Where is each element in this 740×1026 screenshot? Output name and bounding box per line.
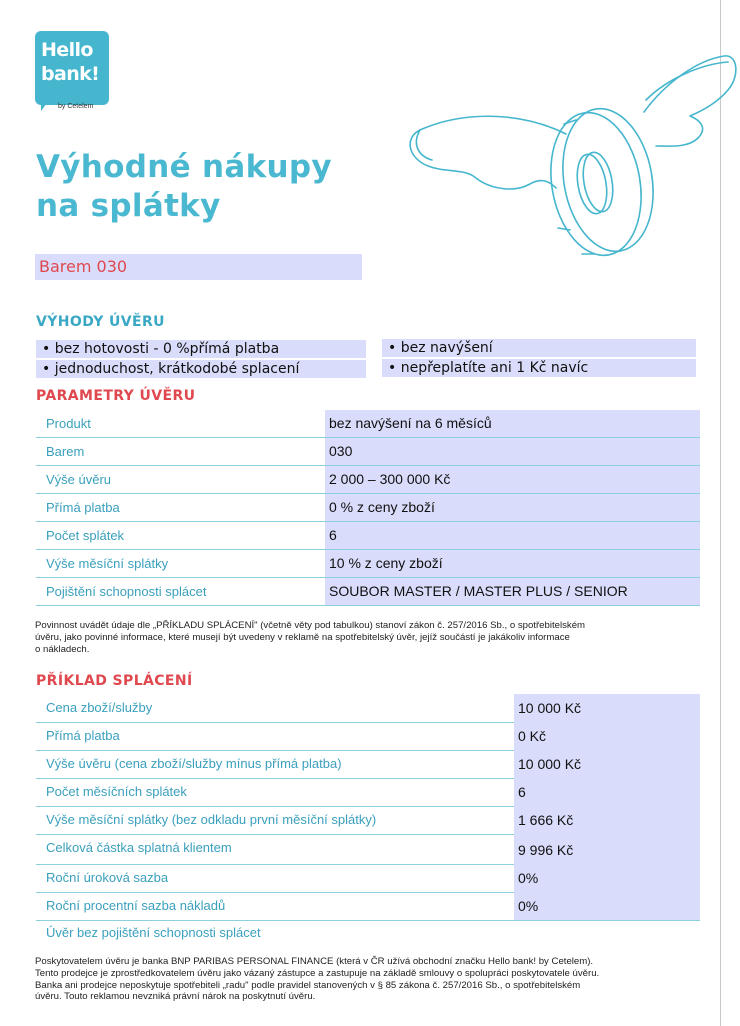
row-value: 10 000 Kč xyxy=(514,694,700,722)
notice-line: Poskytovatelem úvěru je banka BNP PARIBAS PERSONAL FINANCE (která v ČR užívá obchodní značku Hello bank! by Cetelem). xyxy=(35,956,594,967)
row-label: Přímá platba xyxy=(46,728,120,743)
row-value: 0 Kč xyxy=(514,722,700,750)
table-row xyxy=(36,864,700,893)
row-value: 9 996 Kč xyxy=(514,834,700,864)
benefits-section-title: VÝHODY ÚVĚRU xyxy=(36,314,165,330)
table-row xyxy=(36,578,700,606)
row-label: Pojištění schopnosti splácet xyxy=(46,584,207,599)
row-value: 10 000 Kč xyxy=(514,750,700,778)
row-value: 1 666 Kč xyxy=(514,806,700,834)
logo-line-2: bank! xyxy=(41,63,100,85)
row-label: Celková částka splatná klientem xyxy=(46,840,232,855)
benefit-item: • bez hotovosti - 0 %přímá platba xyxy=(36,340,366,358)
row-value: 0% xyxy=(514,892,700,920)
row-label: Počet měsíčních splátek xyxy=(46,784,187,799)
table-row xyxy=(36,750,700,779)
row-value: 030 xyxy=(325,438,700,465)
row-label: Produkt xyxy=(46,416,91,431)
table-row xyxy=(36,438,700,466)
row-label: Přímá platba xyxy=(46,500,120,515)
parameters-section-title: PARAMETRY ÚVĚRU xyxy=(36,388,196,404)
notice-line: Banka ani prodejce neposkytuje spotřebiteli „radu" podle pravidel stanovených v § 85 zákona č. 257/2016 Sb., o spotřebitelském xyxy=(35,979,581,991)
table-row xyxy=(36,722,700,751)
headline-line-1: Výhodné nákupy xyxy=(36,149,332,185)
table-row xyxy=(36,806,700,835)
page-headline xyxy=(36,148,332,226)
table-row xyxy=(36,920,700,946)
row-label: Roční procentní sazba nákladů xyxy=(46,898,226,913)
row-value: SOUBOR MASTER / MASTER PLUS / SENIOR xyxy=(325,578,700,605)
notice-line: o nákladech. xyxy=(35,643,90,655)
table-row xyxy=(36,694,700,723)
row-value: 2 000 – 300 000 Kč xyxy=(325,466,700,493)
row-label: Výše měsíční splátky (bez odkladu první měsíční splátky) xyxy=(46,812,377,827)
row-label: Cena zboží/služby xyxy=(46,700,153,715)
row-value: 0 % z ceny zboží xyxy=(325,494,700,521)
row-label: Roční úroková sazba xyxy=(46,870,169,885)
notice-line: Tento prodejce je zprostředkovatelem úvěru jako vázaný zástupce a zastupuje na základě smlouvy o spolupráci poskytovatele úvěru. xyxy=(35,967,600,979)
notice-line: úvěru. Touto reklamou nevzniká právní nárok na poskytnutí úvěru. xyxy=(35,991,316,1003)
legal-notice-provider xyxy=(35,956,599,1003)
benefit-item: • nepřeplatíte ani 1 Kč navíc xyxy=(382,359,696,377)
table-row xyxy=(36,892,700,921)
table-row xyxy=(36,550,700,578)
row-label: Výše úvěru (cena zboží/služby mínus přímá platba) xyxy=(46,756,342,771)
row-label: Výše úvěru xyxy=(46,472,112,487)
row-value: 6 xyxy=(325,522,700,549)
row-value: 10 % z ceny zboží xyxy=(325,550,700,577)
row-value: 0% xyxy=(514,864,700,892)
winged-zero-illustration xyxy=(398,52,738,272)
row-label: Úvěr bez pojištění schopnosti splácet xyxy=(46,925,261,940)
legal-notice-example xyxy=(35,620,585,655)
table-row xyxy=(36,778,700,807)
row-value: bez navýšení na 6 měsíců xyxy=(325,410,700,437)
notice-line: Povinnost uvádět údaje dle „PŘÍKLADU SPLÁCENÍ" (včetně věty pod tabulkou) stanoví zákon č. 257/2016 Sb., o spotřebitelském xyxy=(35,620,586,631)
barem-label-box: Barem 030 xyxy=(35,254,362,280)
table-row xyxy=(36,494,700,522)
benefit-item: • jednoduchost, krátkodobé splacení xyxy=(36,360,366,378)
hello-bank-logo xyxy=(35,31,109,105)
row-label: Barem xyxy=(46,444,85,459)
row-label: Počet splátek xyxy=(46,528,125,543)
benefit-item: • bez navýšení xyxy=(382,339,696,357)
logo-line-1: Hello xyxy=(41,39,93,61)
notice-line: úvěru, jako povinné informace, které musejí být uvedeny v reklamě na spotřebitelský úvěr, jejíž součástí je jakákoliv informace xyxy=(35,631,570,643)
headline-line-2: na splátky xyxy=(36,187,221,224)
row-label: Výše měsíční splátky xyxy=(46,556,169,571)
row-value: 6 xyxy=(514,778,700,806)
table-row xyxy=(36,834,700,865)
table-row xyxy=(36,466,700,494)
example-section-title: PŘÍKLAD SPLÁCENÍ xyxy=(36,673,193,689)
logo-by-cetelem: by Cetelem xyxy=(58,103,94,110)
logo-speech-tail xyxy=(41,103,47,111)
table-row xyxy=(36,410,700,438)
table-row xyxy=(36,522,700,550)
